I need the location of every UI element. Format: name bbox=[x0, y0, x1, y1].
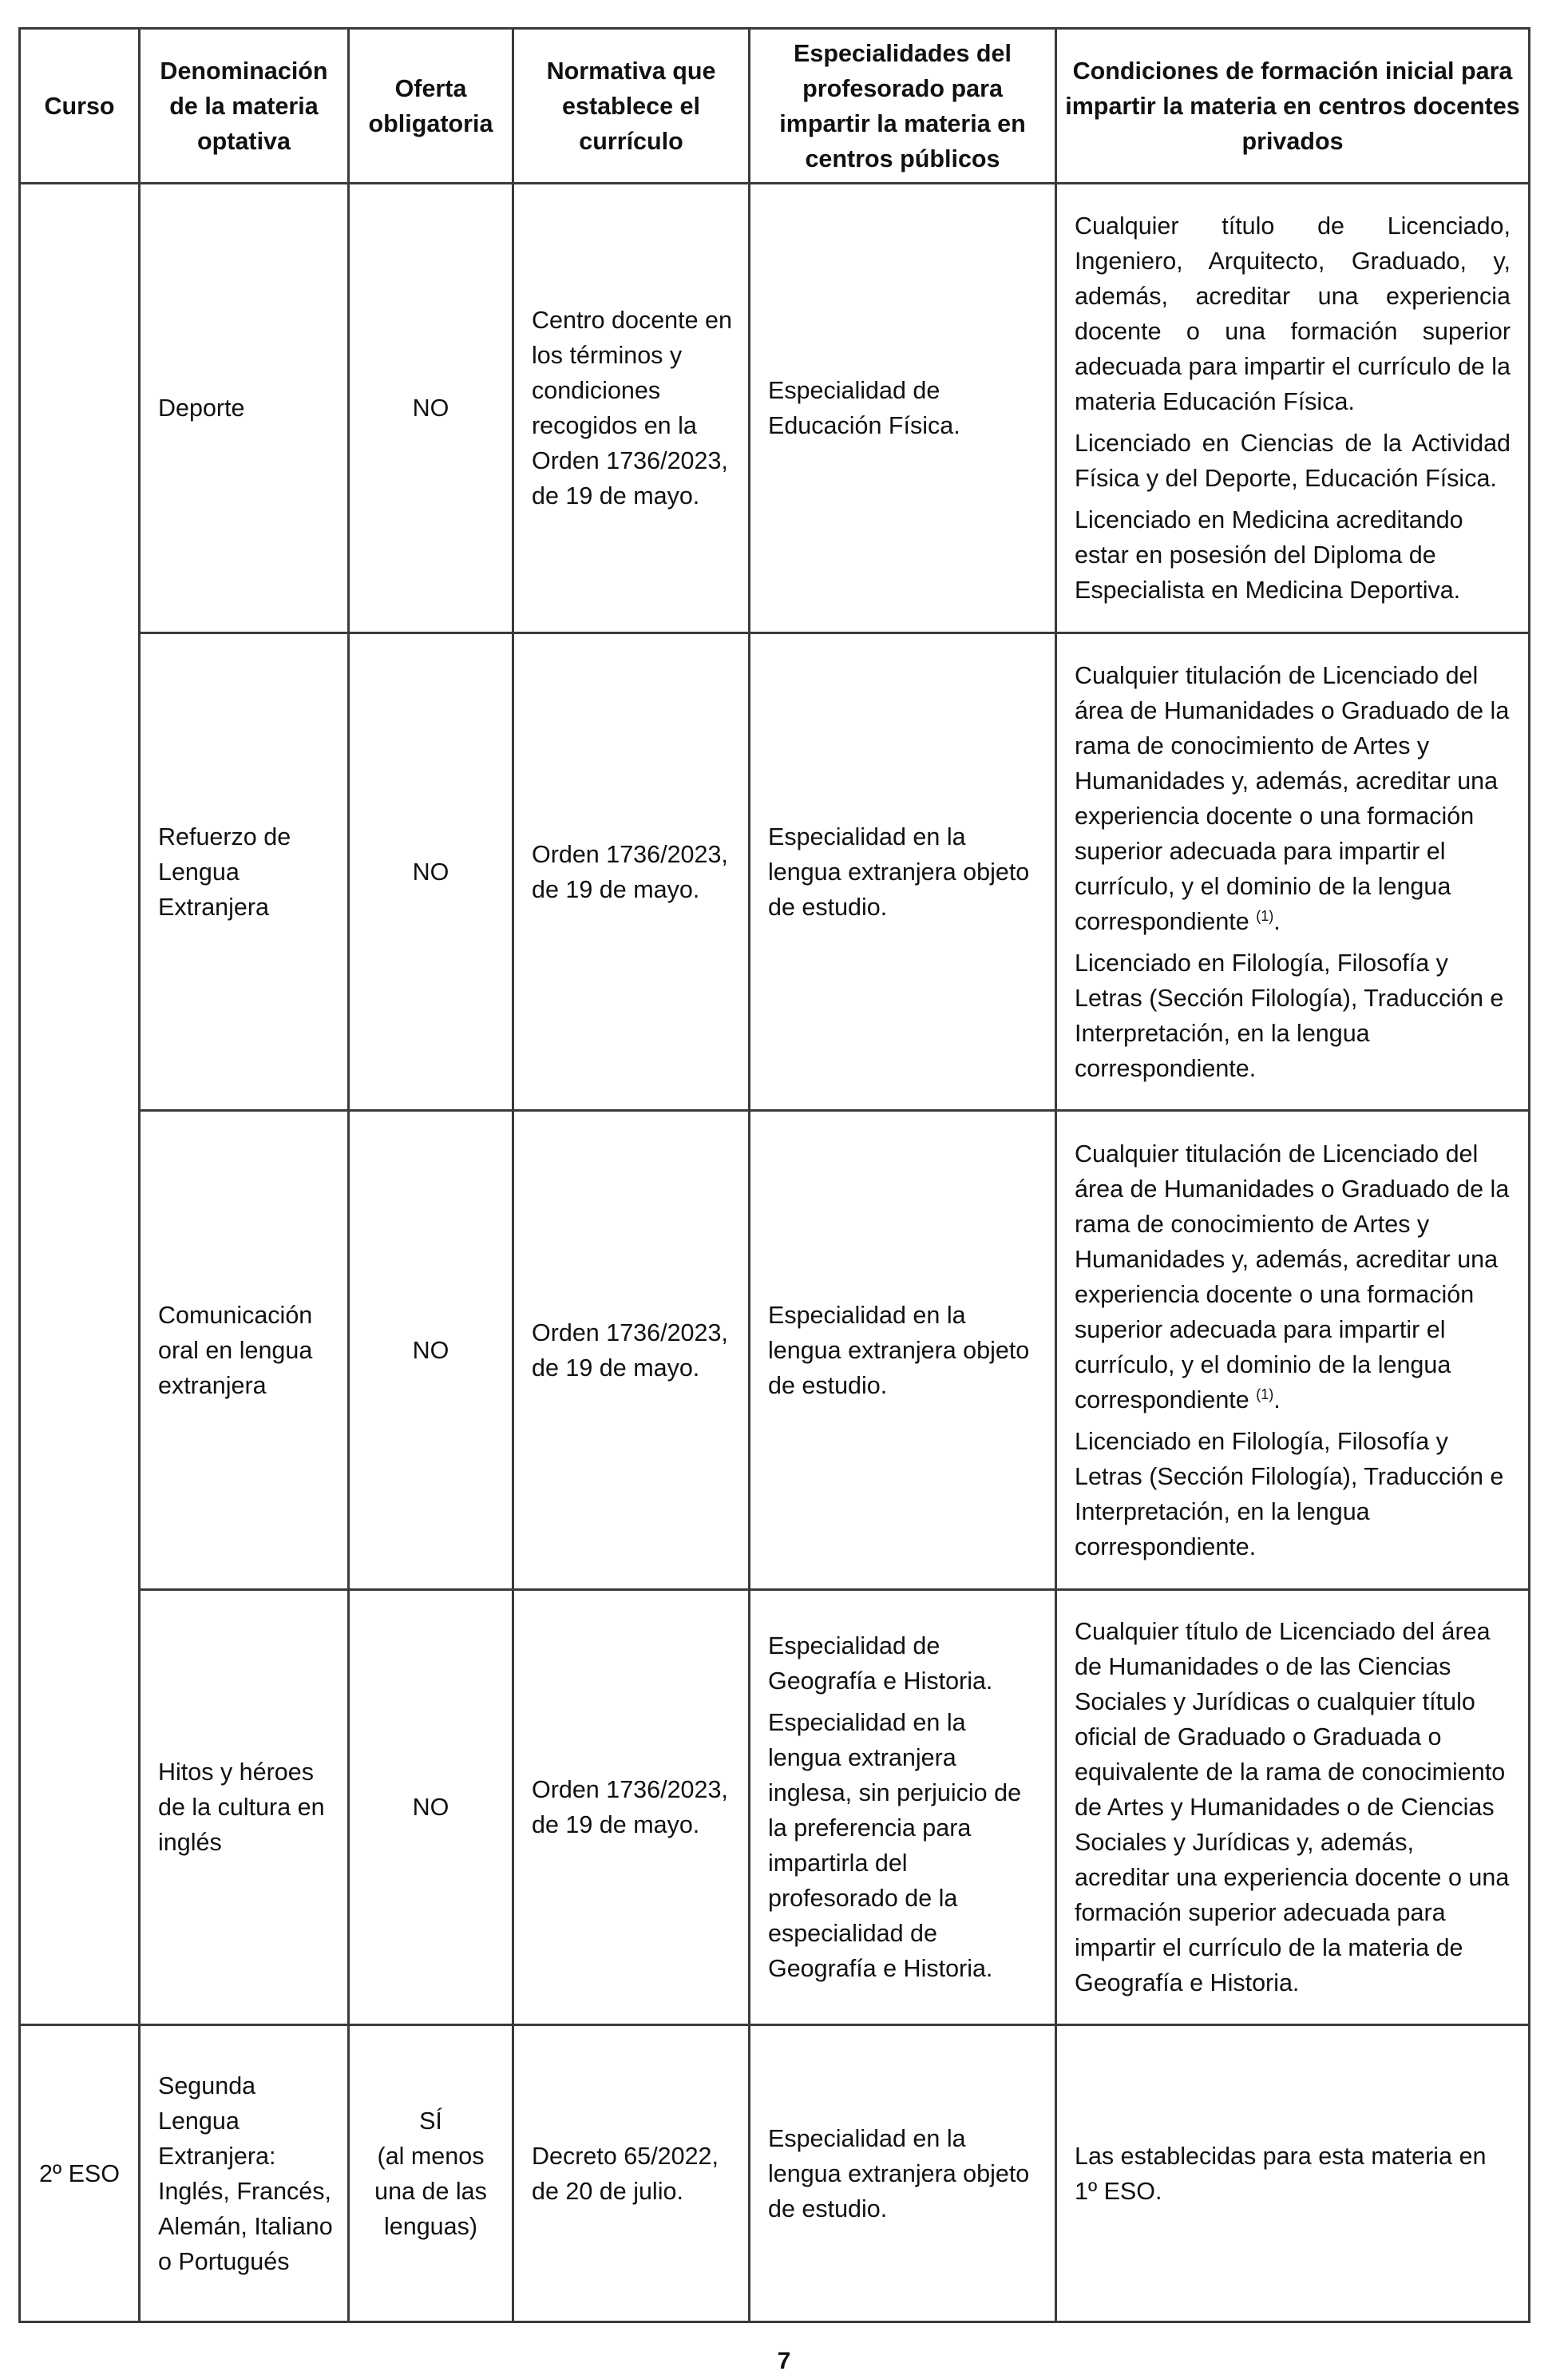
header-course: Curso bbox=[20, 29, 140, 184]
footnote-marker: (1) bbox=[1256, 1386, 1274, 1402]
page-number: 7 bbox=[777, 2348, 791, 2374]
header-subject: Denominación de la materia optativa bbox=[140, 29, 349, 184]
subject-cell: Hitos y héroes de la cultura en inglés bbox=[140, 1590, 349, 2025]
table-header-row bbox=[20, 29, 1530, 184]
norm-cell: Orden 1736/2023, de 19 de mayo. bbox=[513, 1111, 750, 1590]
spec-cell bbox=[750, 2025, 1056, 2322]
norm-cell: Decreto 65/2022, de 20 de julio. bbox=[513, 2025, 750, 2322]
cond-cell bbox=[1056, 633, 1530, 1111]
header-norm: Normativa que establece el currículo bbox=[513, 29, 750, 184]
subject-cell: Refuerzo de Lengua Extranjera bbox=[140, 633, 349, 1111]
spec-paragraph: Especialidad en la lengua extranjera inglesa, sin perjuicio de la preferencia para impartirla del profesorado de la especialidad de Geografía e Historia. bbox=[768, 1709, 1022, 1982]
course-cell-empty bbox=[20, 184, 140, 2025]
cond-paragraph: Cualquier titulación de Licenciado del área de Humanidades o Graduado de la rama de conocimiento de Artes y Humanidades y, además, acreditar una experiencia docente o una formación superior adecuada para impartir el currículo, y el dominio de la lengua correspondiente $^{(1)}$. bbox=[1075, 661, 1510, 935]
spec-cell bbox=[750, 633, 1056, 1111]
header-cond: Condiciones de formación inicial para impartir la materia en centros docentes privados bbox=[1056, 29, 1530, 184]
subject-cell: Deporte bbox=[140, 184, 349, 633]
offer-cell: NO bbox=[349, 1590, 513, 2025]
table-row bbox=[20, 1590, 1530, 2025]
cond-paragraph: Licenciado en Filología, Filosofía y Letras (Sección Filología), Traducción e Interpretación, en la lengua correspondiente. bbox=[1075, 949, 1504, 1082]
spec-cell bbox=[750, 1111, 1056, 1590]
table-row bbox=[20, 1111, 1530, 1590]
cond-paragraph: Cualquier titulación de Licenciado del área de Humanidades o Graduado de la rama de conocimiento de Artes y Humanidades y, además, acreditar una experiencia docente o una formación superior adecuada para impartir el currículo, y el dominio de la lengua correspondiente $^{(1)}$. bbox=[1075, 1140, 1510, 1414]
table-row bbox=[20, 633, 1530, 1111]
norm-cell: Orden 1736/2023, de 19 de mayo. bbox=[513, 1590, 750, 2025]
offer-line: SÍ bbox=[419, 2107, 442, 2135]
spec-paragraph: Especialidad de Educación Física. bbox=[768, 377, 960, 439]
offer-cell: NO bbox=[349, 633, 513, 1111]
offer-cell bbox=[349, 2025, 513, 2322]
cond-cell bbox=[1056, 184, 1530, 633]
cond-cell bbox=[1056, 2025, 1530, 2322]
table-row bbox=[20, 184, 1530, 633]
norm-cell: Orden 1736/2023, de 19 de mayo. bbox=[513, 633, 750, 1111]
offer-note: (al menos una de las lenguas) bbox=[374, 2142, 487, 2240]
spec-paragraph: Especialidad en la lengua extranjera objeto de estudio. bbox=[768, 1301, 1030, 1399]
offer-cell: NO bbox=[349, 1111, 513, 1590]
footnote-marker: (1) bbox=[1256, 907, 1274, 924]
optional-subjects-table bbox=[18, 27, 1530, 2323]
header-spec: Especialidades del profesorado para impartir la materia en centros públicos bbox=[750, 29, 1056, 184]
spec-paragraph: Especialidad de Geografía e Historia. bbox=[768, 1632, 993, 1695]
cond-cell bbox=[1056, 1111, 1530, 1590]
subject-cell: Segunda Lengua Extranjera: Inglés, Francés, Alemán, Italiano o Portugués bbox=[140, 2025, 349, 2322]
spec-cell bbox=[750, 1590, 1056, 2025]
cond-paragraph: Licenciado en Ciencias de la Actividad Física y del Deporte, Educación Física. bbox=[1075, 430, 1511, 492]
spec-cell bbox=[750, 184, 1056, 633]
cond-text: Cualquier titulación de Licenciado del área de Humanidades o Graduado de la rama de conocimiento de Artes y Humanidades y, además, acreditar una experiencia docente o una formación superior adecuada para impartir el currículo, y el dominio de la lengua correspondiente bbox=[1075, 661, 1510, 935]
cond-paragraph: Las establecidas para esta materia en 1º ESO. bbox=[1075, 2142, 1487, 2205]
cond-paragraph: Cualquier título de Licenciado del área de Humanidades o de las Ciencias Sociales y Jurídicas o cualquier título oficial de Graduado o Graduada o equivalente de la rama de conocimiento de Artes y Humanidades o de Ciencias Sociales y Jurídicas y, además, acreditar una experiencia docente o una formación superior adecuada para impartir el currículo de la materia de Geografía e Historia. bbox=[1075, 1618, 1510, 1996]
header-offer: Oferta obligatoria bbox=[349, 29, 513, 184]
spec-paragraph: Especialidad en la lengua extranjera objeto de estudio. bbox=[768, 2124, 1030, 2222]
subject-cell: Comunicación oral en lengua extranjera bbox=[140, 1111, 349, 1590]
offer-cell: NO bbox=[349, 184, 513, 633]
cond-paragraph: Cualquier título de Licenciado, Ingeniero, Arquitecto, Graduado, y, además, acreditar una experiencia docente o una formación superior adecuada para impartir el currículo de la materia Educación Física. bbox=[1075, 212, 1511, 415]
norm-cell: Centro docente en los términos y condiciones recogidos en la Orden 1736/2023, de 19 de mayo. bbox=[513, 184, 750, 633]
cond-paragraph: Licenciado en Medicina acreditando estar en posesión del Diploma de Especialista en Medicina Deportiva. bbox=[1075, 506, 1463, 604]
table-row bbox=[20, 2025, 1530, 2322]
course-cell: 2º ESO bbox=[20, 2025, 140, 2322]
cond-cell bbox=[1056, 1590, 1530, 2025]
spec-paragraph: Especialidad en la lengua extranjera objeto de estudio. bbox=[768, 823, 1030, 921]
cond-text: Cualquier titulación de Licenciado del área de Humanidades o Graduado de la rama de conocimiento de Artes y Humanidades y, además, acreditar una experiencia docente o una formación superior adecuada para impartir el currículo, y el dominio de la lengua correspondiente bbox=[1075, 1140, 1510, 1414]
cond-paragraph: Licenciado en Filología, Filosofía y Letras (Sección Filología), Traducción e Interpretación, en la lengua correspondiente. bbox=[1075, 1427, 1504, 1560]
